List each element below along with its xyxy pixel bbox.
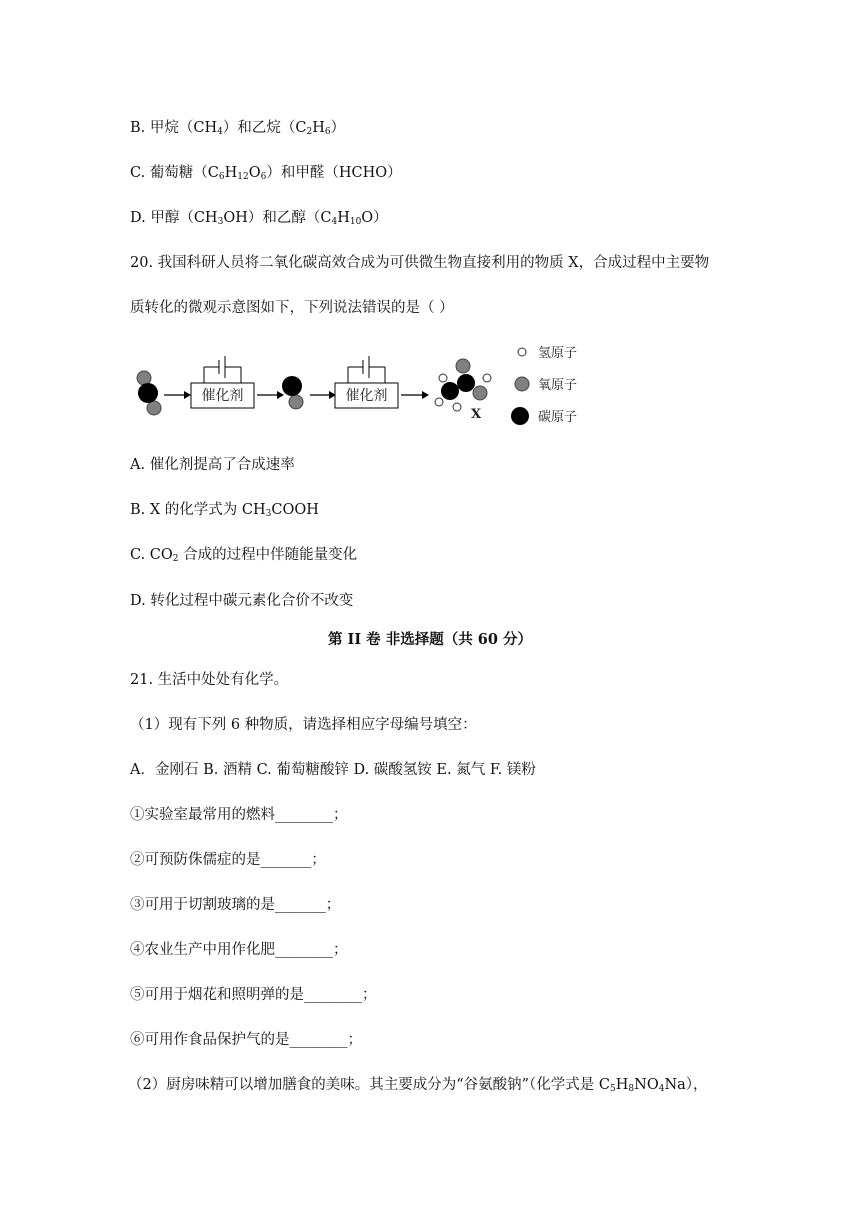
blank-2: ②可预防侏儒症的是_______； — [130, 852, 326, 868]
question-21-stem: 21. 生活中处处有化学。 — [130, 672, 289, 688]
legend — [511, 346, 577, 425]
catalyst-label-1: 催化剂 — [201, 388, 244, 404]
question-21-part1: （1）现有下列 6 种物质，请选择相应字母编号填空： — [130, 717, 477, 733]
product-x-label: X — [471, 407, 482, 422]
option-19-b: B. 甲烷$(CH_4)$和乙烷$(C_2H_6)$ — [130, 120, 346, 137]
question-21-part2: （2）厨房味精可以增加膳食的美味。其主要成分为“谷氨酸钠”（化学式是 $C_5H_8NO_4Na$）， — [128, 1077, 708, 1094]
arrow-4-icon — [401, 391, 429, 399]
legend-hydrogen: 氢原子 — [538, 346, 578, 361]
option-20-a: A. 催化剂提高了合成速率 — [130, 457, 295, 473]
reaction-diagram — [130, 338, 600, 428]
co2-molecule — [137, 371, 161, 415]
option-20-d: D. 转化过程中碳元素化合价不改变 — [130, 593, 354, 609]
legend-oxygen: 氧原子 — [538, 378, 578, 393]
blank-4: ④农业生产中用作化肥________； — [130, 942, 348, 958]
arrow-3-icon — [310, 391, 336, 399]
arrow-2-icon — [257, 391, 284, 399]
catalyst-box-2 — [335, 356, 398, 408]
product-x-molecule — [435, 359, 491, 422]
option-20-c: C. $CO_2$ 合成的过程中伴随能量变化 — [130, 547, 358, 564]
blank-6: ⑥可用作食品保护气的是________； — [130, 1032, 362, 1048]
option-19-c: C. 葡萄糖$(C_6H_{12}O_6)$和甲醛（HCHO） — [130, 165, 402, 182]
option-20-b: B. X 的化学式为 $CH_3COOH$ — [130, 502, 319, 519]
carbon-atom-icon — [511, 407, 529, 425]
section-title: 第 II 卷 非选择题（共 60 分） — [328, 631, 532, 648]
question-21-choices: A．金刚石 B. 酒精 C. 葡萄糖酸锌 D. 碳酸氢铵 E. 氮气 F. 镁粉 — [130, 762, 536, 778]
question-20-stem-line2: 质转化的微观示意图如下，下列说法错误的是（ ） — [130, 300, 454, 316]
co-molecule — [282, 376, 303, 409]
hydrogen-atom-icon — [518, 348, 526, 356]
option-19-d: D. 甲醇$(CH_3OH)$和乙醇$(C_4H_{10}O)$ — [130, 210, 388, 227]
question-20-stem-line1: 20. 我国科研人员将二氧化碳高效合成为可供微生物直接利用的物质 X，合成过程中主要物 — [130, 255, 710, 271]
legend-carbon: 碳原子 — [538, 410, 578, 425]
catalyst-label-2: 催化剂 — [345, 388, 388, 404]
catalyst-box-1 — [191, 356, 254, 408]
oxygen-atom-icon — [515, 377, 529, 391]
arrow-1-icon — [164, 391, 191, 399]
blank-5: ⑤可用于烟花和照明弹的是________； — [130, 987, 377, 1003]
blank-3: ③可用于切割玻璃的是_______； — [130, 897, 341, 913]
blank-1: ①实验室最常用的燃料________； — [130, 807, 348, 823]
